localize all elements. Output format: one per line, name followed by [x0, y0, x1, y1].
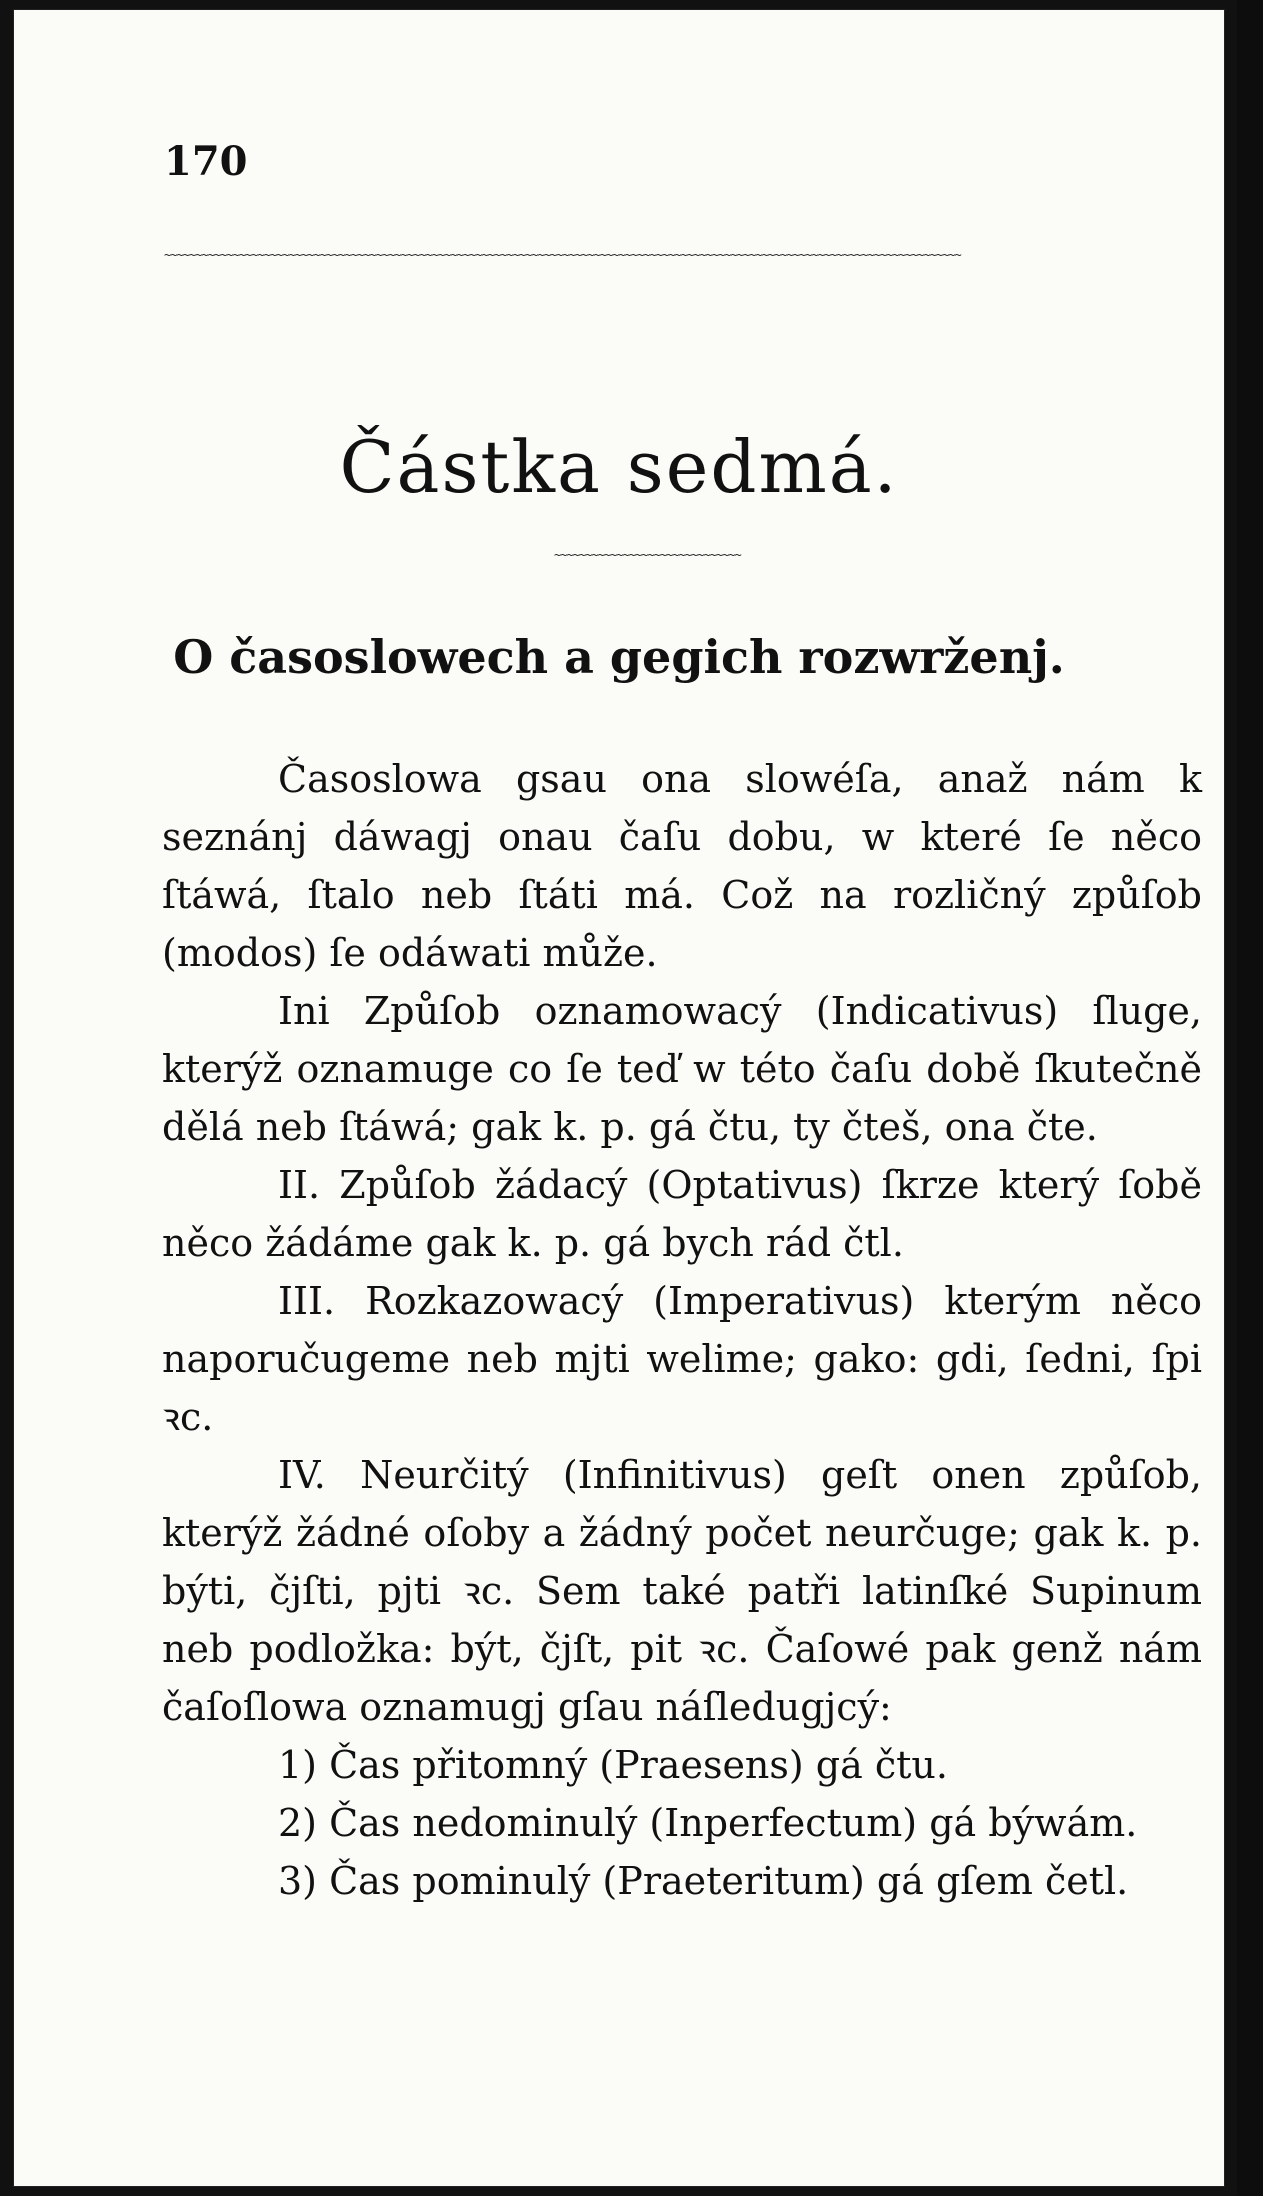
chapter-title: Částka sedmá.: [339, 425, 899, 509]
decorative-rule-small: ~~~~~~~~~~~~~~~~~~~~~~~~~~~~~~: [554, 548, 741, 558]
paragraph-intro: Časoslowa gsau ona slowéſa, anaž nám k seznánj dáwagj onau čaſu dobu, w které ſe něco ſtáwá, ſtalo neb ſtáti má. Což na rozličný způſob (modos) ſe odáwati může.: [162, 757, 1202, 975]
tense-item: 2) Čas nedominulý (Inperfectum) gá býwám.: [278, 1801, 1138, 1845]
page-number: 170: [164, 138, 248, 185]
tense-item: 3) Čas pominulý (Praeteritum) gá gſem četl.: [278, 1859, 1129, 1903]
paragraph-optative: II. Způſob žádacý (Optativus) ſkrze který ſobě něco žádáme gak k. p. gá bych rád čtl.: [162, 1163, 1202, 1265]
scan-border: [1237, 0, 1263, 2196]
tense-item: 1) Čas přitomný (Praesens) gá čtu.: [278, 1743, 948, 1787]
section-heading: O časoslowech a gegich rozwrženj.: [173, 630, 1065, 684]
decorative-rule-top: ~~~~~~~~~~~~~~~~~~~~~~~~~~~~~~~~~~~~~~~~~~~~~~~~~~~~~~~~~~~~~~~~~~~~~~~~~~~~~~~~~~~~~~~~~~~~~~~~~~~~~~~~~~~~~~~~~~~~~~~~~~~~~~~~: [164, 248, 961, 258]
body-text: [162, 750, 1202, 1910]
paragraph-indicative: Ini Způſob oznamowacý (Indicativus) ſluge, kterýž oznamuge co ſe teď w této čaſu době ſkutečně dělá neb ſtáwá; gak k. p. gá čtu, ty čteš, ona čte.: [162, 989, 1202, 1149]
paragraph-infinitive: IV. Neurčitý (Infinitivus) geſt onen způſob, kterýž žádné oſoby a žádný počet neurčuge; gak k. p. býti, čjſti, pjti ꝛc. Sem také patři latinſké Supinum neb podložka: být, čjſt, pit ꝛc. Čaſowé pak genž nám čaſoſlowa oznamugj gſau náſledugjcý:: [162, 1453, 1202, 1729]
paragraph-imperative: III. Rozkazowacý (Imperativus) kterým něco naporučugeme neb mjti welime; gako: gdi, ſedni, ſpi ꝛc.: [162, 1279, 1202, 1439]
book-page: [14, 10, 1224, 2186]
